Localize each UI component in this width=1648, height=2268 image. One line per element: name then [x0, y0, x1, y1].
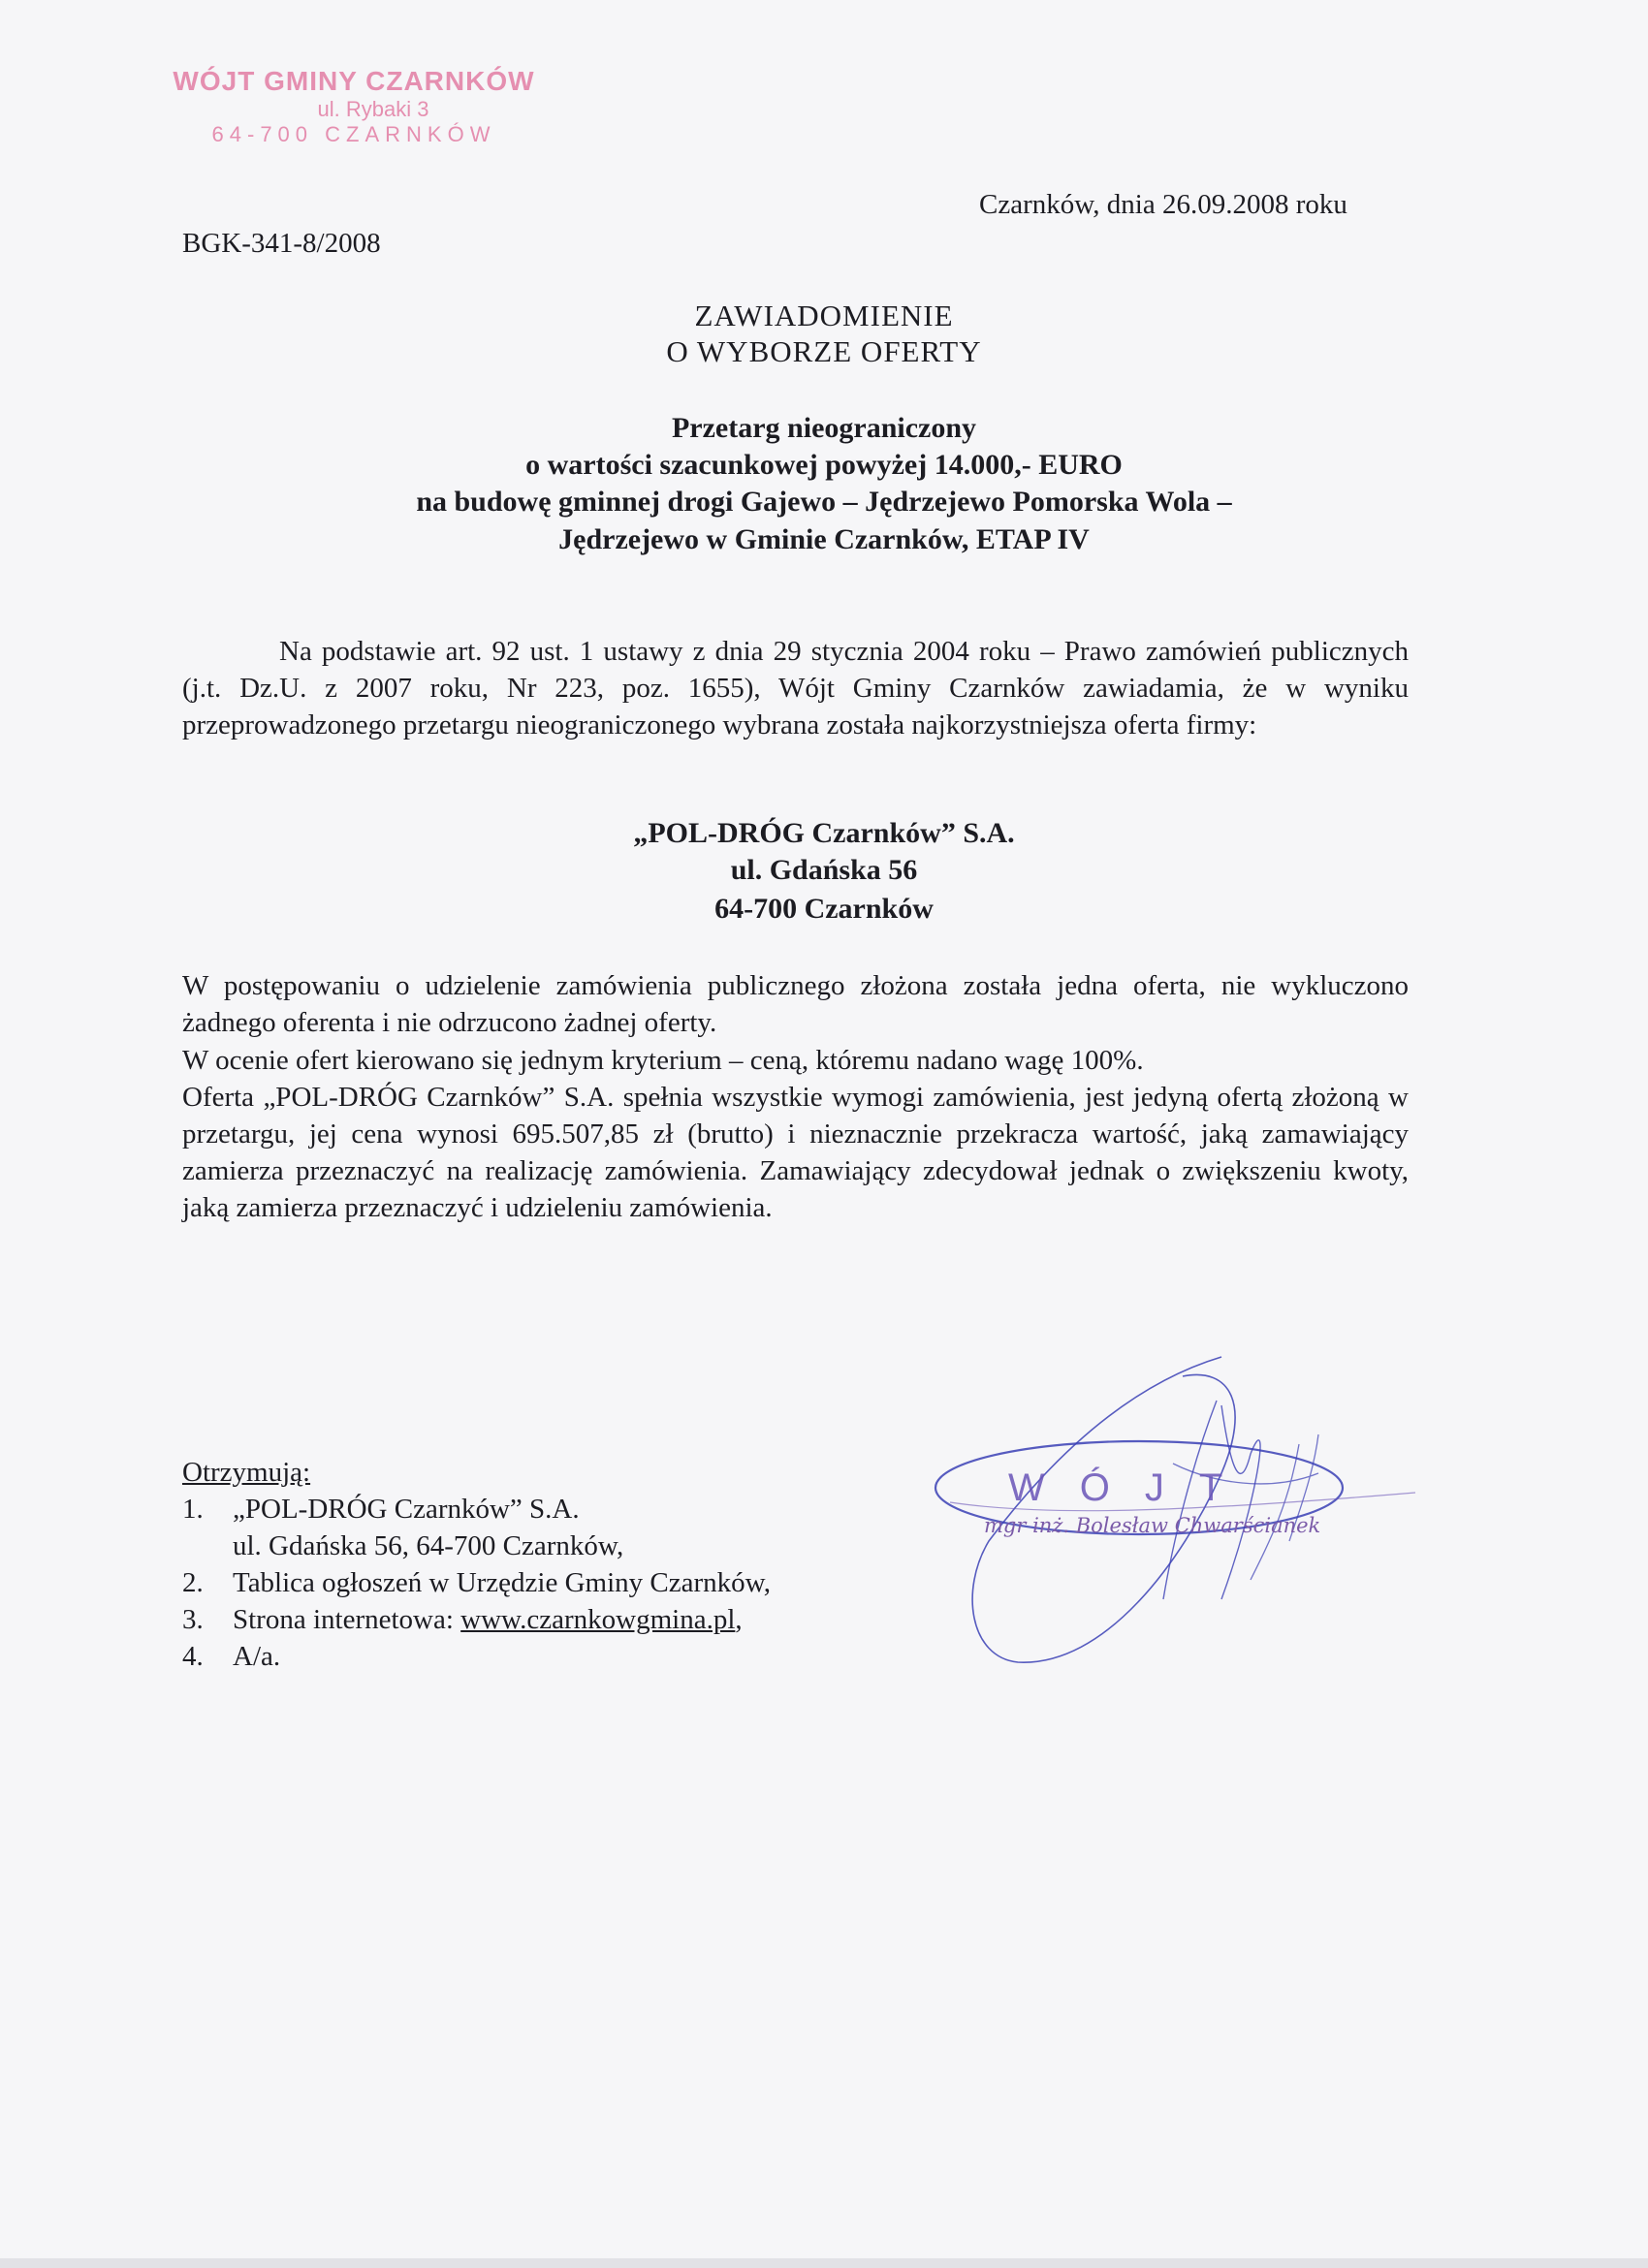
procedure-paragraph: W postępowaniu o udzielenie zamówienia publicznego złożona została jedna oferta, nie wykluczono żadnego oferenta i nie odrzucono żadnej oferty. [182, 970, 1409, 1038]
website-link[interactable]: www.czarnkowgmina.pl [460, 1604, 736, 1635]
reference-number: BGK-341-8/2008 [182, 228, 381, 259]
scan-edge [0, 2258, 1648, 2268]
list-number: 1. [182, 1494, 204, 1525]
list-item-text: „POL-DRÓG Czarnków” S.A. [233, 1494, 580, 1525]
criterion-paragraph: W ocenie ofert kierowano się jednym kryterium – ceną, któremu nadano wagę 100%. [182, 1045, 1144, 1076]
winning-firm-street: ul. Gdańska 56 [730, 854, 918, 886]
stamp-line-street: ul. Rybaki 3 [317, 97, 429, 121]
document-subtitle: O WYBORZE OFERTY [666, 334, 982, 368]
list-item-text: ul. Gdańska 56, 64-700 Czarnków, [233, 1530, 624, 1561]
recipients-list [182, 1454, 771, 1675]
signatory-name: mgr inż. Bolesław Chwarścianek [984, 1514, 1321, 1537]
stamp-line-office: WÓJT GMINY CZARNKÓW [173, 66, 535, 96]
subject-line: Przetarg nieograniczony [671, 412, 977, 444]
list-item [182, 1564, 771, 1601]
subject-line: Jędrzejewo w Gminie Czarnków, ETAP IV [558, 523, 1090, 555]
offer-paragraph: Oferta „POL-DRÓG Czarnków” S.A. spełnia wszystkie wymogi zamówienia, jest jedyną ofertą złożoną w przetargu, jej cena wynosi 695.507,85 zł (brutto) i nieznacznie przekracza wartość, jaką zamawiający zamierza przeznaczyć na realizację zamówienia. Zamawiający zdecydował jednak o zwiększeniu kwoty, jaką zamierza przeznaczyć i udzieleniu zamówienia. [182, 1082, 1409, 1223]
signature-stamp-title: WÓJT [1008, 1466, 1258, 1509]
winning-firm-city: 64-700 Czarnków [714, 893, 934, 925]
recipients-heading: Otrzymują: [182, 1457, 311, 1488]
list-item-text: Tablica ogłoszeń w Urzędzie Gminy Czarnków, [233, 1567, 771, 1598]
document-title: ZAWIADOMIENIE [694, 299, 954, 332]
document-date: Czarnków, dnia 26.09.2008 roku [979, 189, 1347, 220]
subject-line: na budowę gminnej drogi Gajewo – Jędrzejewo Pomorska Wola – [416, 486, 1232, 518]
list-item-continuation [182, 1528, 771, 1564]
list-item-text: , [735, 1604, 743, 1635]
list-item [182, 1601, 771, 1638]
list-item-text: Strona internetowa: [233, 1604, 461, 1635]
list-number: 4. [182, 1641, 204, 1672]
list-number: 2. [182, 1567, 204, 1598]
winning-firm-name: „POL-DRÓG Czarnków” S.A. [633, 817, 1015, 849]
stamp-line-city: 64-700 CZARNKÓW [211, 122, 496, 146]
office-header-stamp [170, 66, 538, 147]
list-item [182, 1491, 771, 1528]
intro-paragraph: Na podstawie art. 92 ust. 1 ustawy z dnia 29 stycznia 2004 roku – Prawo zamówień publicznych (j.t. Dz.U. z 2007 roku, Nr 223, poz. 1655), Wójt Gminy Czarnków zawiadamia, że w wyniku przeprowadzonego przetargu nieograniczonego wybrana została najkorzystniejsza oferta firmy: [182, 636, 1409, 740]
list-item [182, 1638, 771, 1675]
list-item-text: A/a. [233, 1641, 281, 1672]
list-number: 3. [182, 1604, 204, 1635]
subject-line: o wartości szacunkowej powyżej 14.000,- EURO [525, 449, 1123, 481]
